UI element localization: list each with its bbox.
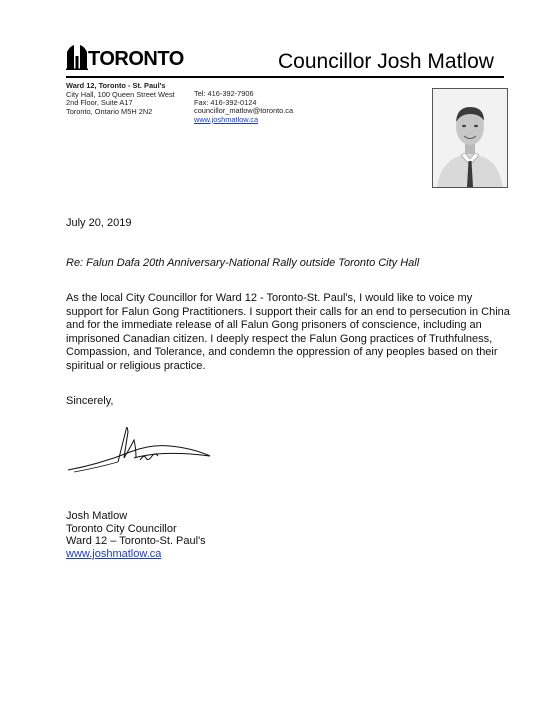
signer-website-link[interactable]: www.joshmatlow.ca <box>66 547 162 560</box>
address-line-2: 2nd Floor, Suite A17 <box>66 98 133 108</box>
letter-body: As the local City Councillor for Ward 12 - Toronto-St. Paul's, I would like to voice my support for Falun Gong Practitioners. I support their calls for an end to persecution in China and for the immediate release of all Falun Gong prisoners of conscience, including an imprisoned Canadian citizen. I deeply respect the Falun Gong practices of Truthfulness, Compassion, and Tolerance, and condemn the oppression of any peoples based on their spiritual or religious practice. <box>66 292 510 372</box>
header-rule <box>66 76 504 78</box>
address-line-1: City Hall, 100 Queen Street West <box>66 89 175 99</box>
letter-closing: Sincerely, <box>66 395 114 407</box>
phone-number: Tel: 416-392-7906 <box>194 89 254 98</box>
signer-name: Josh Matlow <box>66 510 128 522</box>
portrait-image <box>433 89 507 187</box>
website-link[interactable]: www.joshmatlow.ca <box>194 114 259 124</box>
fax-number: Fax: 416-392-0124 <box>194 97 257 107</box>
toronto-logo <box>66 44 184 72</box>
signature-block <box>66 510 206 560</box>
signer-title: Toronto City Councillor <box>66 522 177 535</box>
letter-subject: Re: Falun Dafa 20th Anniversary-National Rally outside Toronto City Hall <box>66 257 420 269</box>
contact-info <box>194 90 293 124</box>
handwritten-signature <box>60 418 220 478</box>
ward-name: Ward 12, Toronto - St. Paul's <box>66 81 166 90</box>
letter-date: July 20, 2019 <box>66 217 132 229</box>
signer-ward: Ward 12 – Toronto-St. Paul's <box>66 535 206 548</box>
email-address[interactable]: councillor_matlow@toronto.ca <box>194 106 294 116</box>
address-line-3: Toronto, Ontario M5H 2N2 <box>66 106 153 116</box>
councillor-title: Councillor Josh Matlow <box>278 50 494 73</box>
city-hall-icon <box>66 44 88 70</box>
logo-wordmark: TORONTO <box>88 48 184 70</box>
councillor-photo <box>432 88 508 188</box>
office-address <box>66 82 175 116</box>
